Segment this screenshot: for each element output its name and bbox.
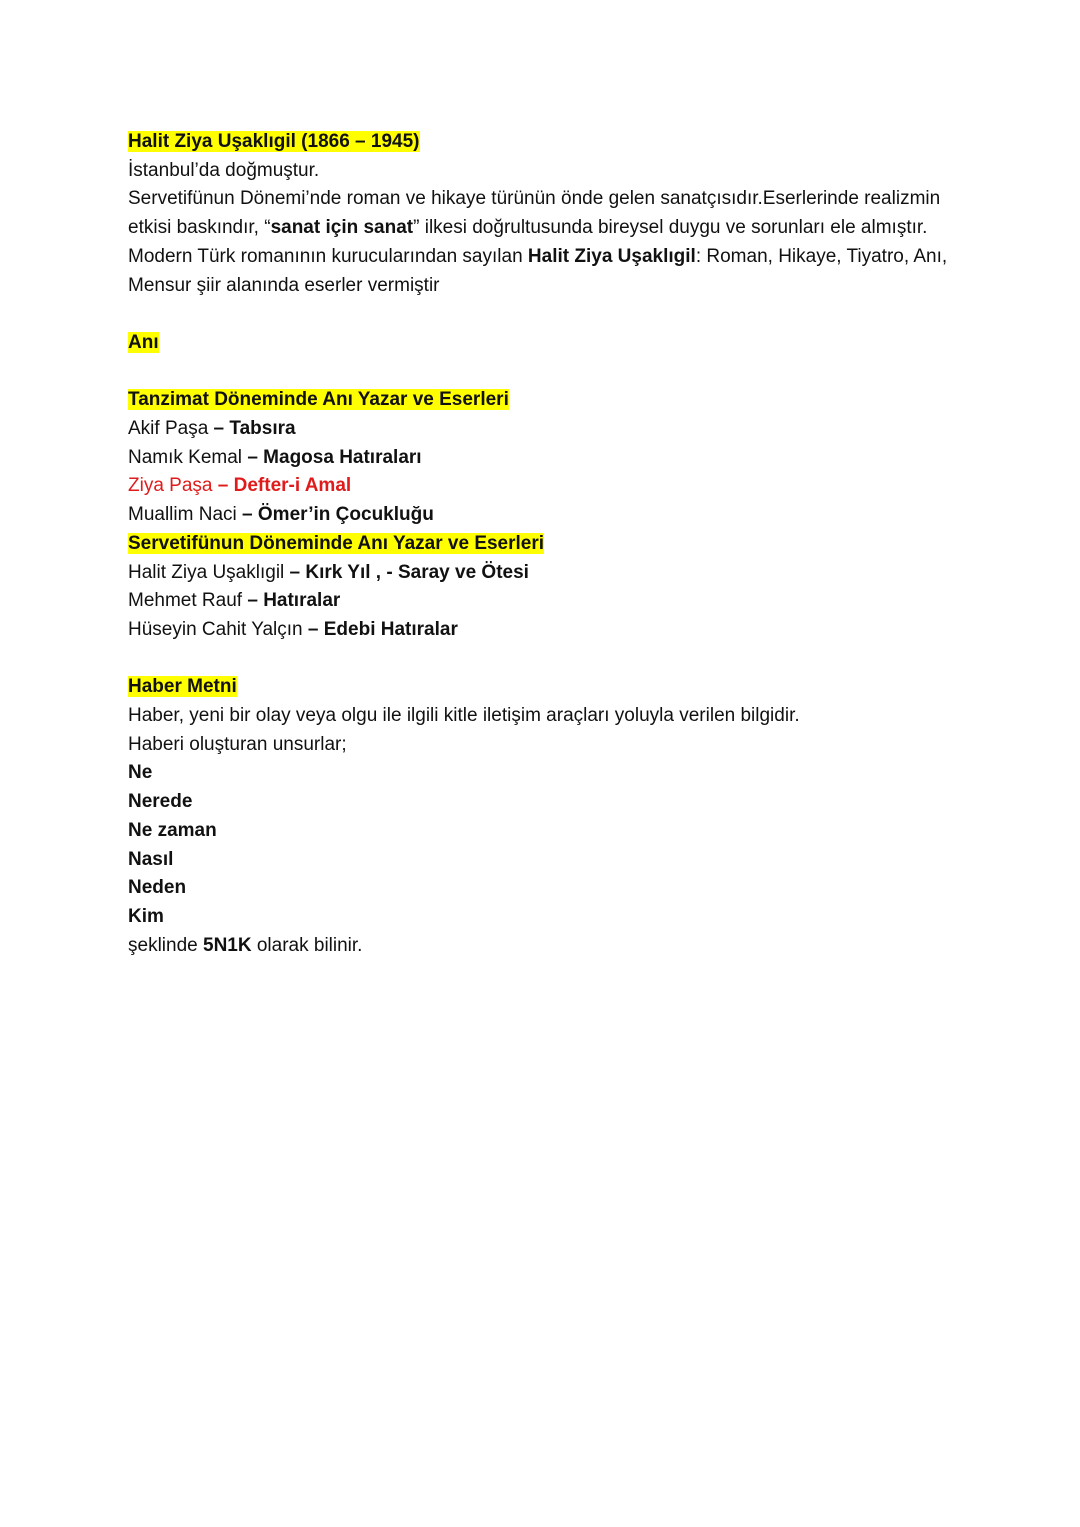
paragraph-servetifunun: Servetifünun Dönemi’nde roman ve hikaye türünün önde gelen sanatçısıdır.Eserlerinde realizmin etkisi baskındır, “sanat için sanat” ilkesi doğrultusunda bireysel duygu ve sorunları ele almıştır. [128,188,941,239]
list-item: Namık Kemal – Magosa Hatıraları [128,446,422,468]
spacer [128,300,958,329]
list-item: Akif Paşa – Tabsıra [128,418,296,439]
section-haber-heading: Haber Metni [128,676,237,698]
list-item: Nerede [128,791,193,813]
list-item: Kim [128,905,164,927]
list-item: Ne zaman [128,819,217,841]
list-item: Muallim Naci – Ömer’in Çocukluğu [128,504,434,526]
haber-elements-intro: Haberi oluşturan unsurlar; [128,733,347,755]
list-item: Hüseyin Cahit Yalçın – Edebi Hatıralar [128,618,458,640]
list-item: Halit Ziya Uşaklıgil – Kırk Yıl , - Saray ve Ötesi [128,561,529,583]
list-item: Nasıl [128,848,174,870]
haber-definition: Haber, yeni bir olay veya olgu ile ilgili kitle iletişim araçları yoluyla verilen bilgidir. [128,705,800,727]
list-item: Mehmet Rauf – Hatıralar [128,590,341,612]
spacer [128,358,958,387]
section-ani-heading: Anı [128,331,159,353]
section-halit-ziya-heading: Halit Ziya Uşaklıgil (1866 – 1945) [128,131,420,152]
list-item: Neden [128,877,187,899]
list-item-highlighted: Ziya Paşa – Defter-i Amal [128,475,352,497]
list-item: Ne [128,762,153,784]
paragraph-modern-roman: Modern Türk romanının kurucularından sayılan Halit Ziya Uşaklıgil: Roman, Hikaye, Tiyatro, Anı, Mensur şiir alanında eserler vermiştir [128,245,948,296]
born-line: İstanbul’da doğmuştur. [128,159,320,181]
tanzimat-heading: Tanzimat Döneminde Anı Yazar ve Eserleri [128,389,509,411]
servetifunun-heading: Servetifünun Döneminde Anı Yazar ve Eserleri [128,532,545,554]
haber-conclusion: şeklinde 5N1K olarak bilinir. [128,934,363,956]
spacer [128,645,958,674]
document-content [128,128,958,960]
